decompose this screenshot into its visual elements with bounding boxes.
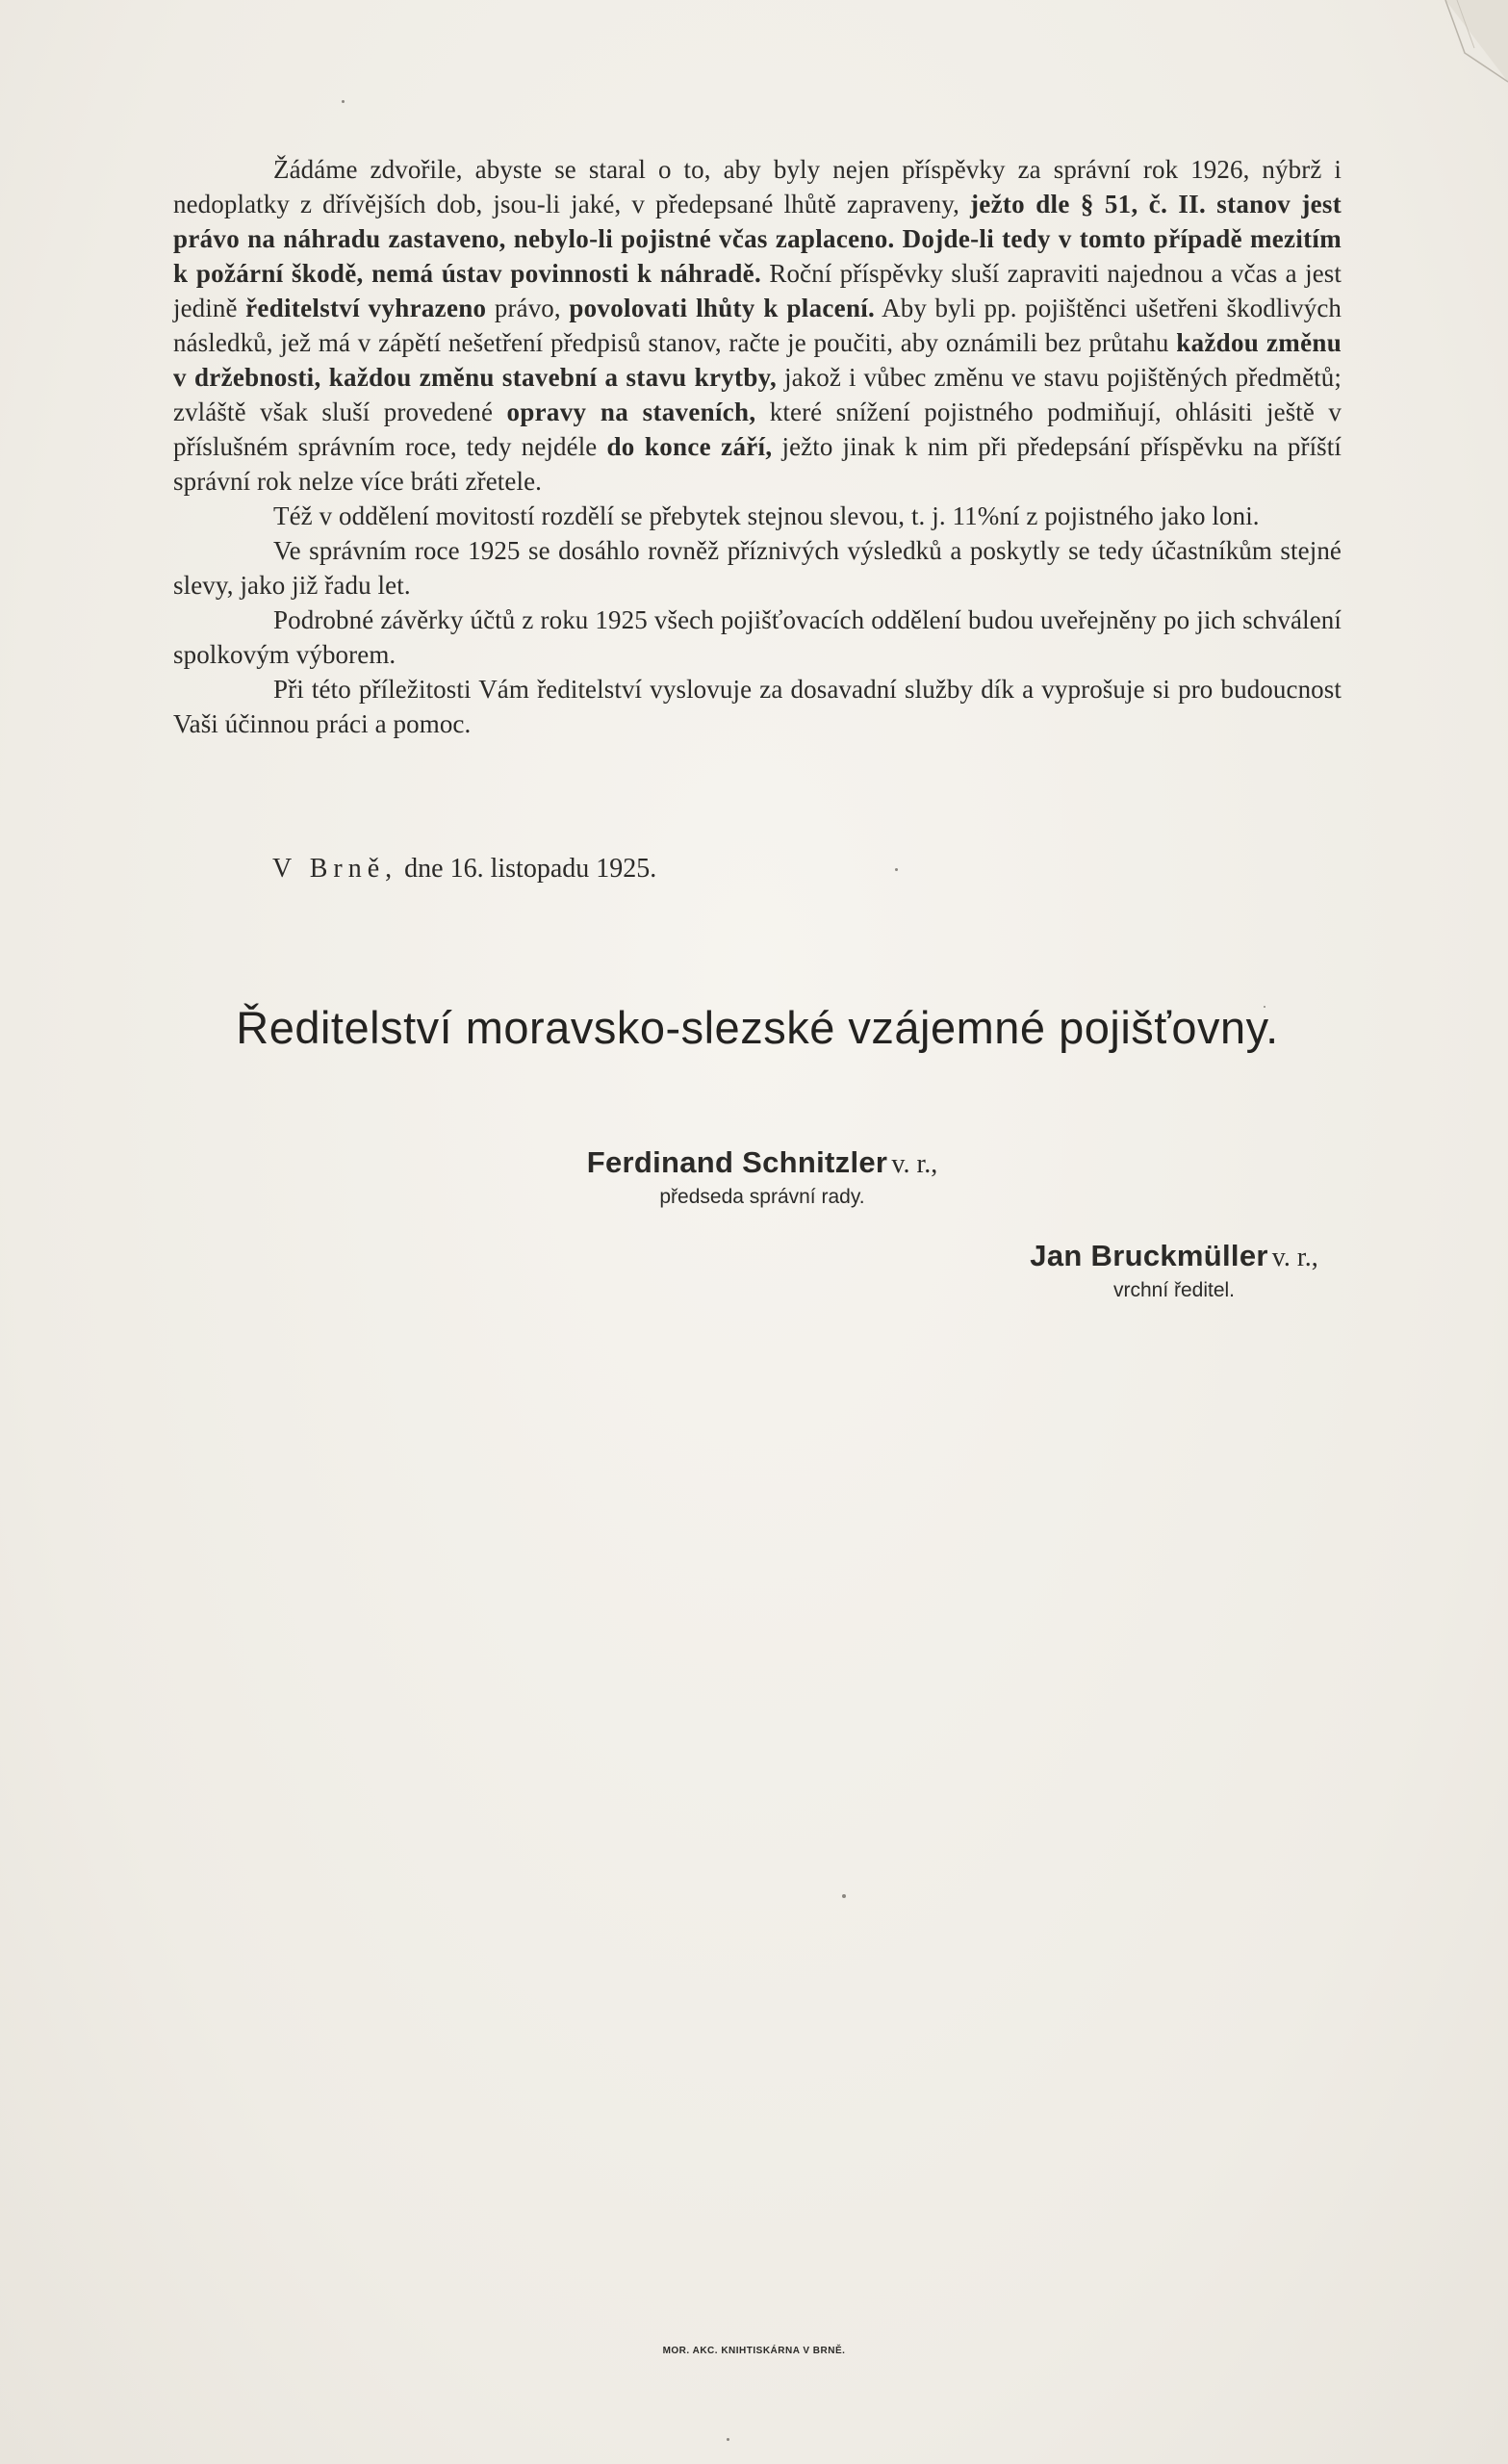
- directorate-heading: Ředitelství moravsko-slezské vzájemné pojišťovny.: [236, 1002, 1279, 1053]
- signature-suffix: v. r.,: [891, 1149, 938, 1179]
- signature-chairman: [541, 1145, 984, 1209]
- letter-paragraph: [173, 533, 1342, 603]
- printer-imprint: MOR. AKC. KNIHTISKÁRNA V BRNĚ.: [662, 2346, 846, 2356]
- text-run: Žádáme zdvořile, abyste se staral o to, aby byly nejen příspěvky za správní rok 1926, nýbrž i nedoplatky z dřívějších dob, jsou-li jaké, v předepsané lhůtě zapraveny,: [173, 155, 1342, 218]
- letter-body: [173, 152, 1342, 741]
- emphasis-run: povolovati lhůty k placení.: [569, 294, 876, 322]
- text-run: Ve správním roce 1925 se dosáhlo rovněž příznivých výsledků a poskytly se tedy účastníkům stejné slevy, jako již řadu let.: [173, 536, 1342, 600]
- text-run: jakož i vůbec změnu ve stavu pojištěných předmětů; zvláště však sluší provedené: [173, 363, 1342, 426]
- dateline-place: V Brně,: [272, 854, 398, 884]
- letter-paragraph: [173, 152, 1342, 499]
- emphasis-run: ředitelství vyhrazeno: [245, 294, 487, 322]
- dateline-date: dne 16. listopadu 1925.: [404, 854, 657, 884]
- folded-corner: [1436, 0, 1508, 87]
- paper-speck: [842, 1894, 846, 1898]
- emphasis-run: každou změnu v držebnosti, každou změnu stavební a stavu krytby,: [173, 328, 1342, 392]
- emphasis-run: opravy na staveních,: [506, 398, 756, 426]
- signature-name: Ferdinand Schnitzler: [586, 1145, 888, 1179]
- text-run: Roční příspěvky sluší zapraviti najednou a včas a jest jedině: [173, 259, 1342, 322]
- text-run: Aby byli pp. pojištěnci ušetřeni škodlivých následků, jež má v zápětí nešetření předpisů stanov, račte je poučiti, aby oznámili bez průtahu: [173, 294, 1342, 357]
- signature-role: vrchní ředitel.: [1112, 1279, 1236, 1301]
- letter-paragraph: [173, 672, 1342, 741]
- text-run: Při této příležitosti Vám ředitelství vyslovuje za dosavadní služby dík a vyprošuje si pro budoucnost Vaši účinnou práci a pomoc.: [173, 675, 1342, 738]
- text-run: právo,: [486, 294, 570, 322]
- paper-speck: [727, 2438, 729, 2441]
- signature-role: předseda správní rady.: [659, 1186, 865, 1208]
- text-run: které snížení pojistného podmiňují, ohlásiti ještě v příslušném správním roce, tedy nejdéle: [173, 398, 1342, 461]
- signature-name: Jan Bruckmüller: [1030, 1239, 1268, 1272]
- paper-speck: [895, 868, 898, 871]
- signature-director: [991, 1239, 1357, 1302]
- text-run: Podrobné závěrky účtů z roku 1925 všech pojišťovacích oddělení budou uveřejněny po jich schválení spolkovým výborem.: [173, 605, 1342, 669]
- emphasis-run: ježto dle § 51, č. II. stanov jest právo na náhradu zastaveno, nebylo-li pojistné včas zaplaceno. Dojde-li tedy v tomto případě mezitím k požární škodě, nemá ústav povinnosti k náhradě.: [173, 190, 1342, 288]
- signature-suffix: v. r.,: [1271, 1243, 1318, 1272]
- text-run: ježto jinak k nim při předepsání příspěvku na příští správní rok nelze více bráti zřetele.: [173, 432, 1342, 496]
- letter-paragraph: [173, 603, 1342, 672]
- paper-speck: [342, 100, 345, 103]
- letter-paragraph: [173, 499, 1342, 533]
- text-run: Též v oddělení movitostí rozdělí se přebytek stejnou slevou, t. j. 11%ní z pojistného jako loni.: [273, 501, 1260, 530]
- emphasis-run: do konce září,: [606, 432, 773, 461]
- dateline: [272, 854, 656, 885]
